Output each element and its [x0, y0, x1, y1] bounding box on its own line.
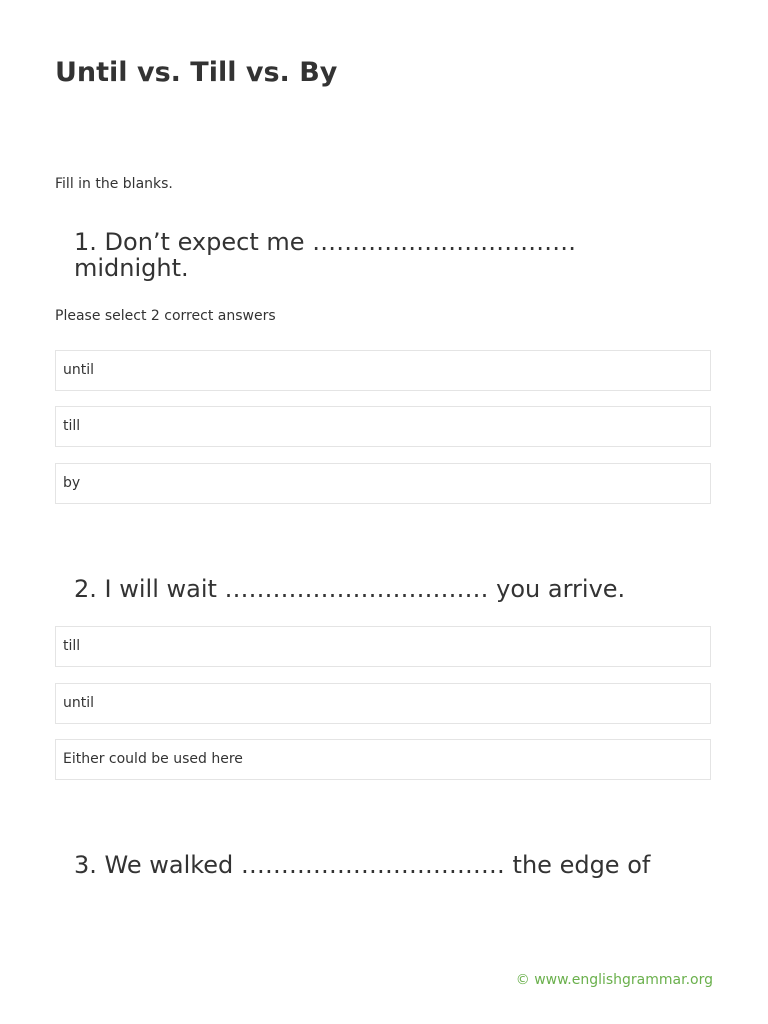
question-2-text: 2. I will wait …………………………… you arrive.: [74, 575, 626, 603]
page-title: Until vs. Till vs. By: [55, 57, 338, 88]
question-2-option-either[interactable]: Either could be used here: [55, 739, 711, 780]
question-3-text: 3. We walked …………………………… the edge of: [74, 851, 651, 879]
question-1-option-by[interactable]: by: [55, 463, 711, 504]
question-1-text: 1. Don’t expect me …………………………… midnight.: [74, 228, 577, 282]
question-1-option-until[interactable]: until: [55, 350, 711, 391]
question-2-option-until[interactable]: until: [55, 683, 711, 724]
footer-copyright-link[interactable]: © www.englishgrammar.org: [515, 972, 713, 988]
instructions-text: Fill in the blanks.: [55, 176, 173, 192]
question-1-option-till[interactable]: till: [55, 406, 711, 447]
question-2-option-till[interactable]: till: [55, 626, 711, 667]
question-1-hint: Please select 2 correct answers: [55, 308, 276, 324]
